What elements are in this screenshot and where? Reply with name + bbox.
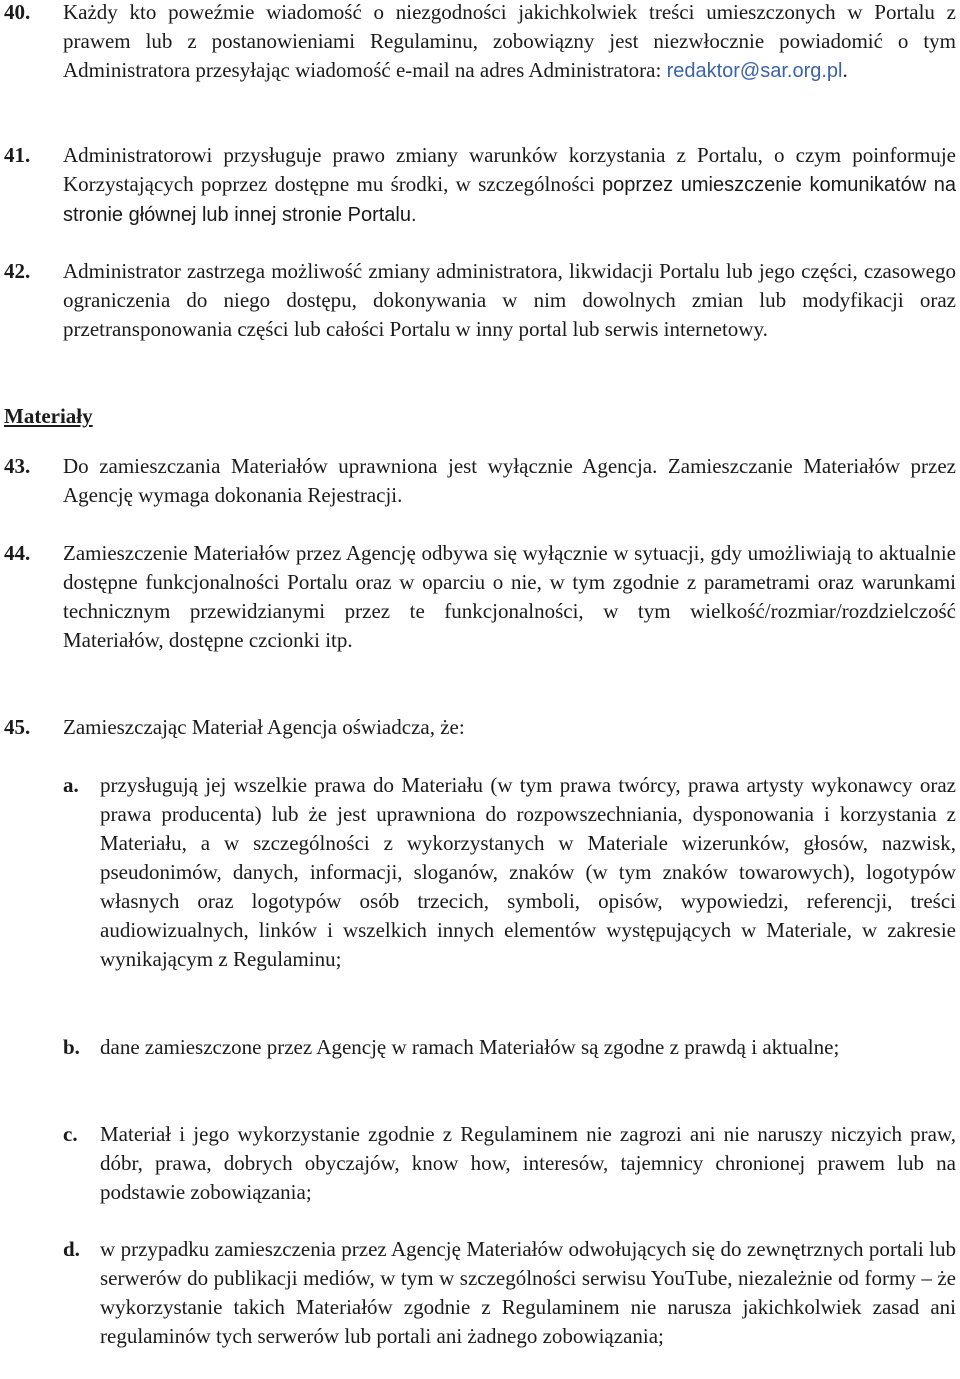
list-item-letter: c. — [63, 1122, 78, 1146]
list-item-text: Materiał i jego wykorzystanie zgodnie z Regulaminem nie zagrozi ani nie naruszy niczyich praw, dóbr, prawa, dobrych obyczajów, know how, interesów, tajemnicy chronionej prawem lub na podstawie zobowiązania; — [100, 1122, 956, 1204]
list-item-a — [63, 771, 956, 974]
paragraph-text-end: . — [842, 58, 848, 82]
paragraph-42 — [4, 257, 956, 344]
list-item-text: dane zamieszczone przez Agencję w ramach Materiałów są zgodne z prawdą i aktualne; — [100, 1035, 840, 1059]
paragraph-number: 41. — [4, 143, 31, 167]
list-item-c — [63, 1120, 956, 1207]
section-heading-materialy: Materiały — [4, 404, 93, 428]
paragraph-text — [63, 0, 956, 86]
list-item-letter: a. — [63, 773, 79, 797]
paragraph-40 — [4, 0, 956, 86]
email-link[interactable]: redaktor@sar.org.pl — [666, 60, 843, 82]
list-item-d — [63, 1235, 956, 1351]
paragraph-45 — [4, 713, 956, 742]
list-item-b — [63, 1033, 956, 1062]
paragraph-41 — [4, 141, 956, 230]
paragraph-text-sans-part: poprzez umieszczenie komunikatów na stronie głównej lub innej stronie Portalu. — [63, 174, 956, 226]
paragraph-text: Administrator zastrzega możliwość zmiany administratora, likwidacji Portalu lub jego części, czasowego ograniczenia do niego dostępu, dokonywania w nim dowolnych zmian lub modyfikacji oraz przetransponowania części lub całości Portalu w inny portal lub serwis internetowy. — [63, 259, 956, 341]
paragraph-number: 45. — [4, 715, 31, 739]
paragraph-43 — [4, 452, 956, 510]
list-item-text: przysługują jej wszelkie prawa do Materiału (w tym prawa twórcy, prawa artysty wykonawcy oraz prawa producenta) lub że jest uprawniona do rozpowszechniania, dysponowania i korzystania z Materiału, a w szczególności z wykorzystanych w Materiale wizerunków, głosów, nazwisk, pseudonimów, danych, informacji, sloganów, znaków (w tym znaków towarowych), logotypów własnych oraz logotypów osób trzecich, symboli, opisów, wypowiedzi, referencji, treści audiowizualnych, linków i wszelkich innych elementów występujących w Materiale, w zakresie wynikającym z Regulaminu; — [100, 773, 956, 971]
paragraph-number: 43. — [4, 454, 31, 478]
paragraph-number: 42. — [4, 259, 31, 283]
paragraph-number: 40. — [4, 0, 31, 24]
paragraph-text-part: Każdy kto poweźmie wiadomość o niezgodności jakichkolwiek treści umieszczonych w Portalu z prawem lub z postanowieniami Regulaminu, zobowiązny jest niezwłocznie powiadomić o tym Administratora przesyłając wiadomość e-mail na adres Administratora: — [63, 0, 956, 82]
paragraph-number: 44. — [4, 541, 31, 565]
list-item-text: w przypadku zamieszczenia przez Agencję Materiałów odwołujących się do zewnętrznych portali lub serwerów do publikacji mediów, w tym w szczególności serwisu YouTube, niezależnie od formy – że wykorzystanie takich Materiałów zgodnie z Regulaminem nie narusza jakichkolwiek zasad ani regulaminów tych serwerów lub portali ani żadnego zobowiązania; — [100, 1237, 956, 1348]
paragraph-text — [63, 141, 956, 230]
paragraph-44 — [4, 539, 956, 655]
paragraph-text: Do zamieszczania Materiałów uprawniona jest wyłącznie Agencja. Zamieszczanie Materiałów przez Agencję wymaga dokonania Rejestracji. — [63, 454, 956, 507]
list-item-letter: b. — [63, 1035, 80, 1059]
paragraph-text-part: Administratorowi przysługuje prawo zmiany warunków korzystania z Portalu, o czym poinformuje Korzystających poprzez dostępne mu środki, w szczególności — [63, 143, 956, 196]
paragraph-text: Zamieszczając Materiał Agencja oświadcza, że: — [63, 715, 465, 739]
paragraph-text: Zamieszczenie Materiałów przez Agencję odbywa się wyłącznie w sytuacji, gdy umożliwiają to aktualnie dostępne funkcjonalności Portalu oraz w oparciu o nie, w tym zgodnie z parametrami oraz warunkami technicznym przewidzianymi przez te funkcjonalności, w tym wielkość/rozmiar/rozdzielczość Materiałów, dostępne czcionki itp. — [63, 541, 956, 652]
list-item-letter: d. — [63, 1237, 80, 1261]
